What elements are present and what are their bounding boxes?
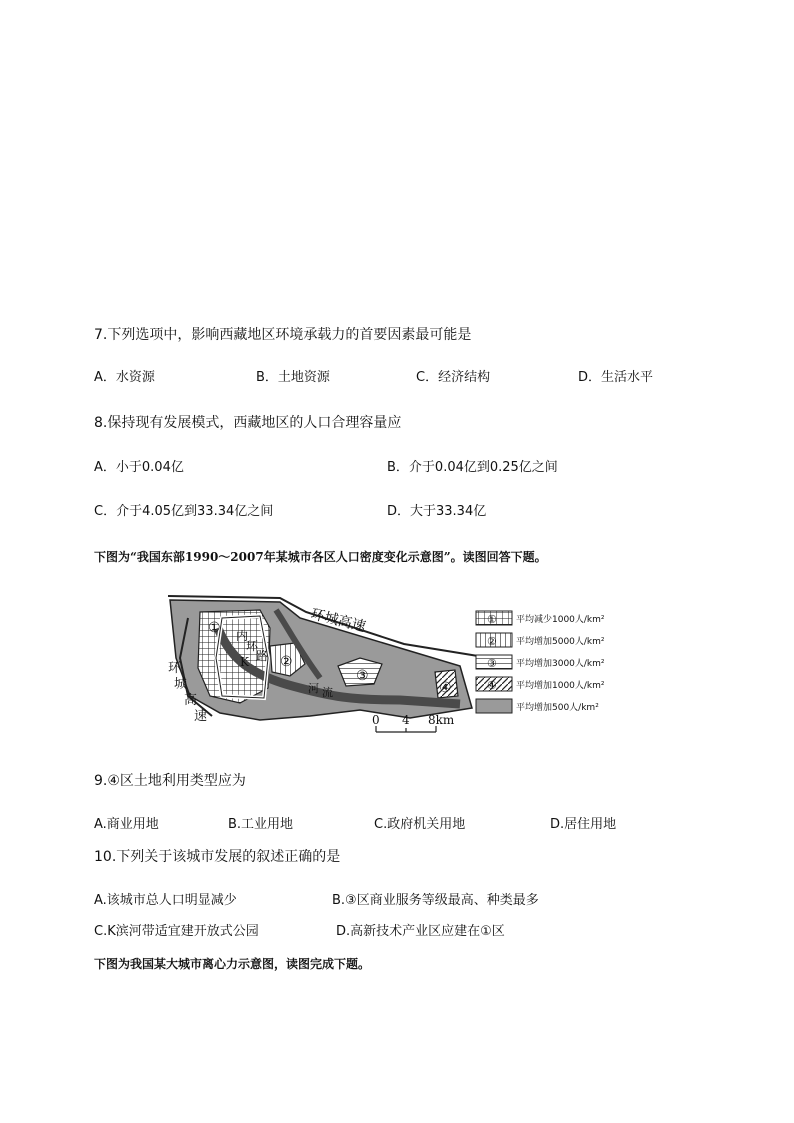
question-7-option-b: B．土地资源 — [256, 370, 330, 385]
ring-highway-left-label-2: 城 — [174, 677, 188, 692]
population-density-map — [160, 588, 640, 738]
inner-ring-label-3: 路 — [256, 649, 269, 663]
river-label-2: 流 — [322, 686, 333, 699]
ring-highway-top-label: 环城高速 — [309, 606, 368, 636]
question-9-option-d: D.居住用地 — [550, 817, 617, 832]
inner-ring-label-1: 内 — [236, 629, 249, 643]
question-9-option-a: A.商业用地 — [94, 817, 159, 832]
ring-highway-left-label-4: 速 — [194, 709, 208, 724]
zone-3-label: ③ — [356, 668, 369, 684]
question-7-option-c: C．经济结构 — [416, 370, 491, 385]
inner-ring-label-2: 环 — [246, 639, 259, 653]
k-label: K — [240, 655, 249, 669]
question-7-stem: 7.下列选项中，影响西藏地区环境承载力的首要因素最可能是 — [94, 327, 472, 343]
legend-label-4: 平均增加1000人/km² — [516, 681, 605, 691]
zone-2-label: ② — [280, 654, 293, 670]
ring-highway-left-label-1: 环 — [168, 661, 182, 676]
figure-intro-centrifugal-force: 下图为我国某大城市离心力示意图，读图完成下题。 — [94, 957, 371, 971]
legend-num-3: ③ — [487, 657, 497, 670]
scale-label-0: 0 — [372, 713, 380, 727]
question-8-option-c: C．介于4.05亿到33.34亿之间 — [94, 504, 274, 519]
zone-1-label: ① — [208, 620, 221, 636]
question-8-option-b: B．介于0.04亿到0.25亿之间 — [387, 460, 558, 475]
question-10-stem: 10.下列关于该城市发展的叙述正确的是 — [94, 849, 341, 865]
legend-label-2: 平均增加5000人/km² — [516, 637, 605, 647]
river-label-1: 河 — [308, 682, 319, 695]
question-7-option-d: D．生活水平 — [578, 370, 654, 385]
legend-num-2: ② — [487, 635, 497, 648]
legend-num-4: ④ — [487, 679, 497, 692]
ring-highway-left-label-3: 高 — [184, 693, 198, 708]
legend-label-5: 平均增加500人/km² — [516, 703, 599, 713]
question-8-stem: 8.保持现有发展模式，西藏地区的人口合理容量应 — [94, 415, 402, 431]
question-10-option-d: D.高新技术产业区应建在①区 — [336, 924, 505, 939]
question-9-option-b: B.工业用地 — [228, 817, 294, 832]
question-10-option-c: C.K滨河带适宜建开放式公园 — [94, 924, 259, 939]
legend-swatch-5 — [476, 699, 512, 713]
scale-label-8km: 8km — [428, 713, 455, 727]
question-10-option-b: B.③区商业服务等级最高、种类最多 — [332, 893, 539, 908]
question-8-option-d: D．大于33.34亿 — [387, 504, 487, 519]
question-7-option-a: A．水资源 — [94, 370, 155, 385]
question-9-stem: 9.④区土地利用类型应为 — [94, 773, 246, 789]
legend-label-3: 平均增加3000人/km² — [516, 659, 605, 669]
legend-num-1: ① — [487, 613, 497, 626]
zone-4-label: ④ — [439, 680, 452, 696]
legend-label-1: 平均减少1000人/km² — [516, 615, 605, 625]
figure-intro-population-density: 下图为“我国东部1990～2007年某城市各区人口密度变化示意图”。读图回答下题。 — [94, 550, 547, 564]
question-9-option-c: C.政府机关用地 — [374, 817, 466, 832]
scale-label-4: 4 — [402, 713, 410, 727]
question-10-option-a: A.该城市总人口明显减少 — [94, 893, 237, 908]
question-8-option-a: A．小于0.04亿 — [94, 460, 184, 475]
legend — [476, 611, 605, 713]
